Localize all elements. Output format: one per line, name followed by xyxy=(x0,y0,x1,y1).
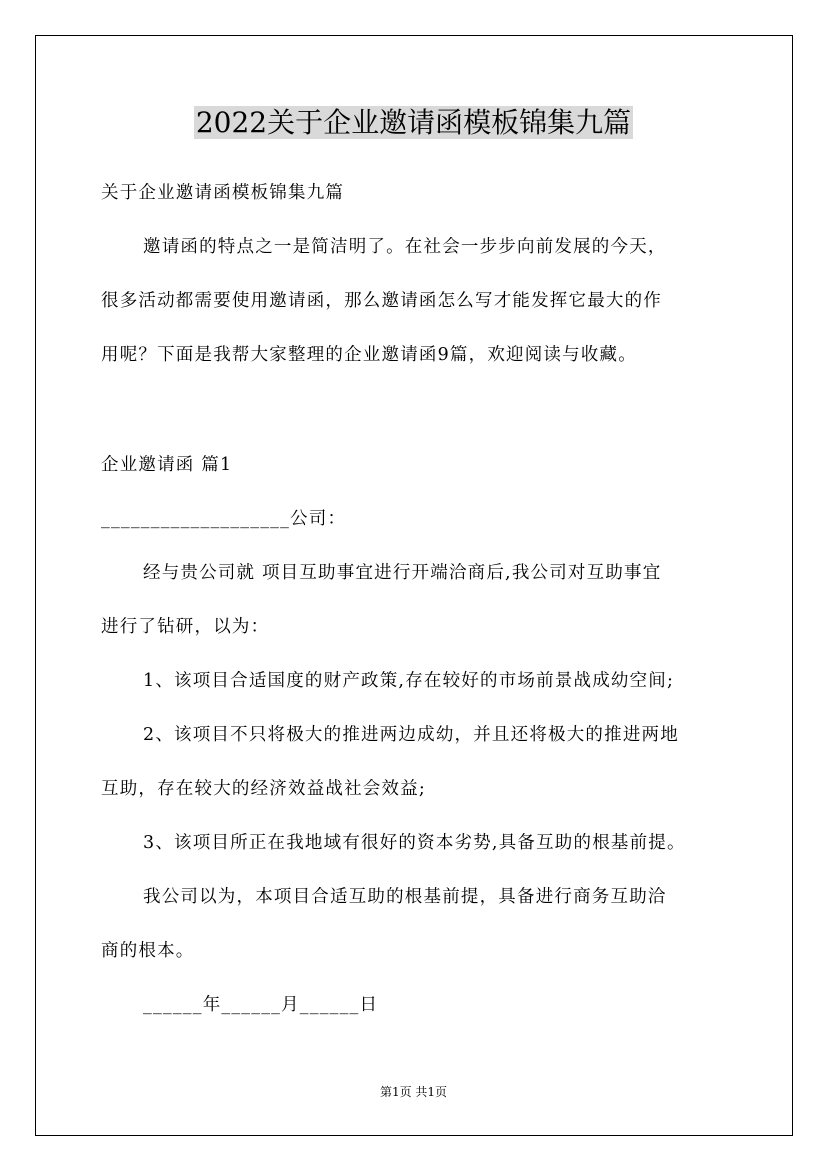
body-line-4: 2、该项目不只将极大的推进两边成幼，并且还将极大的推进两地 xyxy=(143,725,679,745)
intro-line-3: 用呢？下面是我帮大家整理的企业邀请函9篇，欢迎阅读与收藏。 xyxy=(101,345,637,365)
body-line-6: 3、该项目所正在我地域有很好的资本劣势,具备互助的根基前提。 xyxy=(143,833,686,853)
date-line: ______年______月______日 xyxy=(143,995,379,1015)
salutation: ___________________公司： xyxy=(101,509,347,529)
body-line-1: 经与贵公司就 项目互助事宜进行开端洽商后,我公司对互助事宜 xyxy=(143,563,662,583)
page-footer: 第1页 共1页 xyxy=(379,1085,448,1099)
intro-line-2: 很多活动都需要使用邀请函，那么邀请函怎么写才能发挥它最大的作 xyxy=(101,291,662,311)
document-title-text: 2022关于企业邀请函模板锦集九篇 xyxy=(195,106,632,139)
body-line-3: 1、该项目合适国度的财产政策,存在较好的市场前景战成幼空间; xyxy=(143,671,675,691)
body-line-7: 我公司以为，本项目合适互助的根基前提，具备进行商务互助洽 xyxy=(143,887,667,907)
body-line-8: 商的根本。 xyxy=(101,941,195,961)
body-line-2: 进行了钻研，以为： xyxy=(101,617,270,637)
section-heading: 企业邀请函 篇1 xyxy=(101,455,233,475)
subtitle: 关于企业邀请函模板锦集九篇 xyxy=(101,183,345,203)
body-line-5: 互助，存在较大的经济效益战社会效益; xyxy=(101,779,426,799)
intro-line-1: 邀请函的特点之一是简洁明了。在社会一步步向前发展的今天， xyxy=(143,237,667,257)
document-title xyxy=(0,101,827,145)
